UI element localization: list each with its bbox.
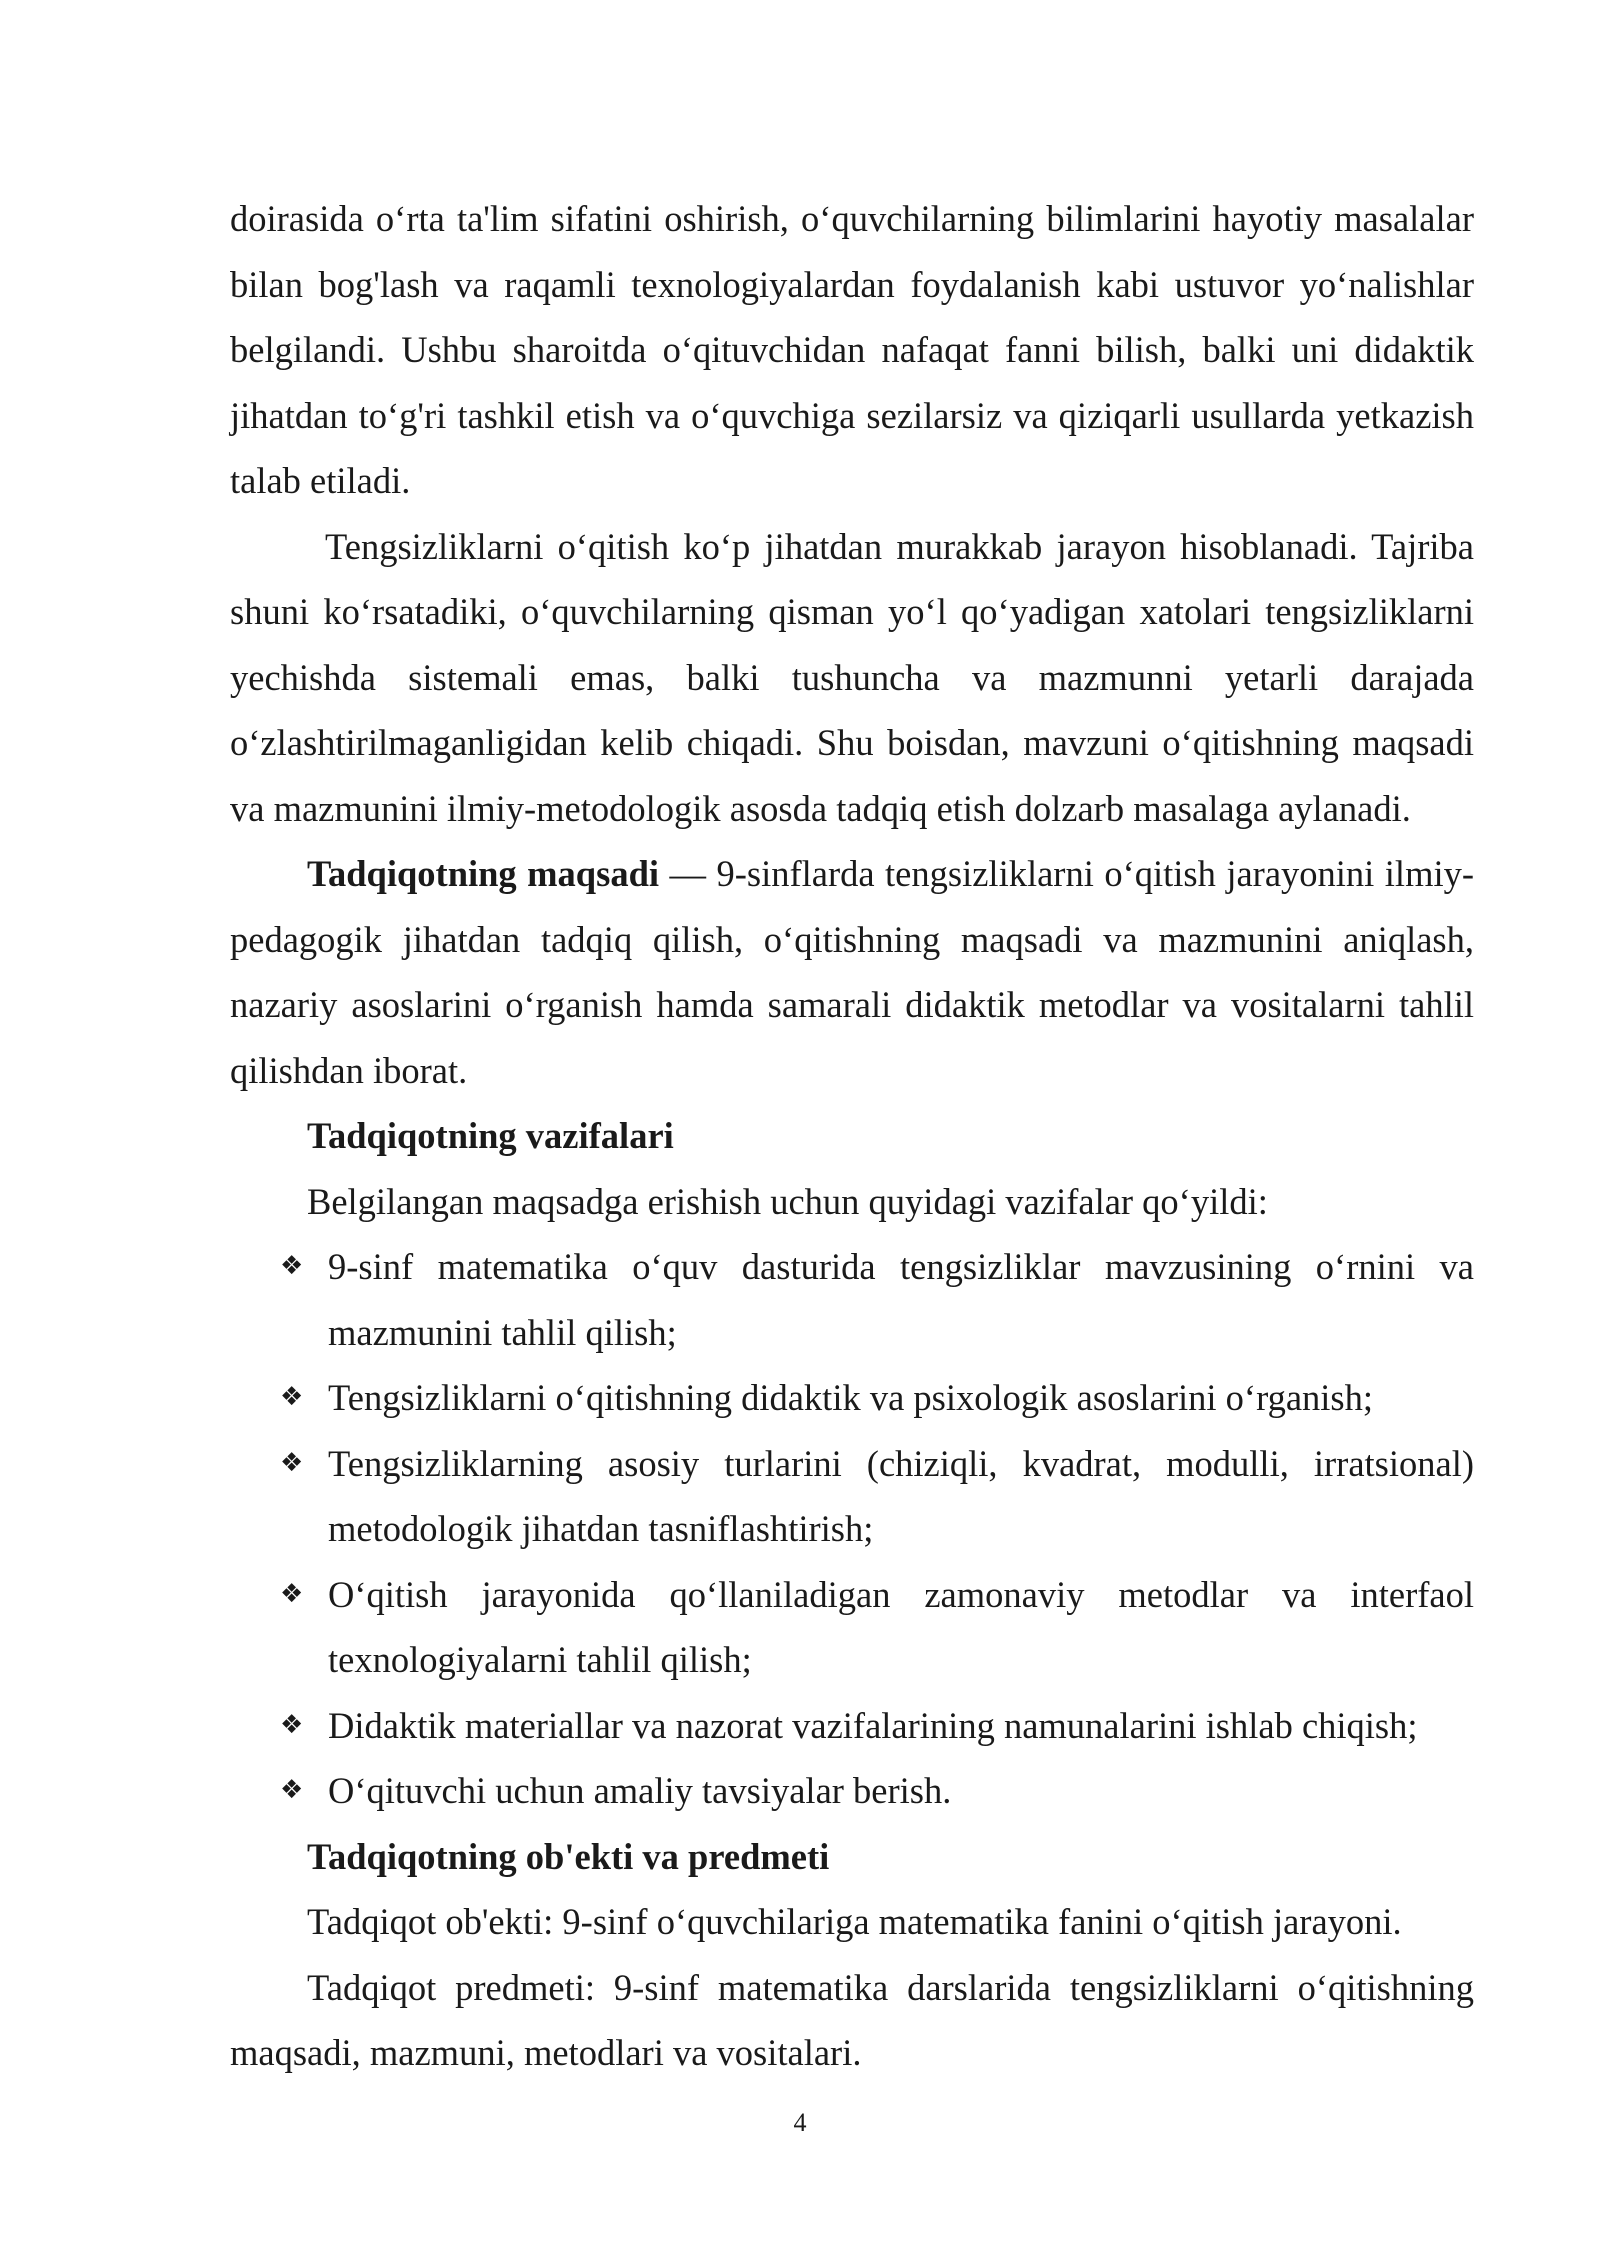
- diamond-bullet-icon: ❖: [280, 1578, 304, 1609]
- object-subject-heading: Tadqiqotning ob'ekti va predmeti: [307, 1835, 830, 1877]
- goal-label: Tadqiqotning maqsadi: [307, 853, 660, 894]
- tasks-intro: Belgilangan maqsadga erishish uchun quyidagi vazifalar qo‘yildi:: [307, 1180, 1268, 1222]
- list-item-text: O‘qituvchi uchun amaliy tavsiyalar berish.: [328, 1770, 952, 1811]
- diamond-bullet-icon: ❖: [280, 1447, 304, 1478]
- page-content: [230, 186, 1474, 2086]
- list-item-text: Tengsizliklarni o‘qitishning didaktik va psixologik asoslarini o‘rganish;: [328, 1377, 1374, 1418]
- problem-paragraph: Tengsizliklarni o‘qitish ko‘p jihatdan murakkab jarayon hisoblanadi. Tajriba shuni ko‘rsatadiki, o‘quvchilarning qisman yo‘l qo‘yadigan xatolari tengsizliklarni yechishda sistemali emas, balki tushuncha va mazmunni yetarli darajada o‘zlashtirilmaganligidan kelib chiqadi. Shu boisdan, mavzuni o‘qitishning maqsadi va mazmunini ilmiy-metodologik asosda tadqiq etish dolzarb masalaga aylanadi.: [230, 525, 1474, 829]
- list-item-text: O‘qitish jarayonida qo‘llaniladigan zamonaviy metodlar va interfaol texnologiyalarni tahlil qilish;: [328, 1573, 1474, 1680]
- list-item: [230, 1234, 1474, 1365]
- diamond-bullet-icon: ❖: [280, 1382, 304, 1412]
- list-item-text: Didaktik materiallar va nazorat vazifalarining namunalarini ishlab chiqish;: [328, 1704, 1418, 1746]
- diamond-bullet-icon: ❖: [280, 1709, 304, 1740]
- intro-paragraph: doirasida o‘rta ta'lim sifatini oshirish, o‘quvchilarning bilimlarini hayotiy masalalar bilan bog'lash va raqamli texnologiyalardan foydalanish kabi ustuvor yo‘nalishlar belgilandi. Ushbu sharoitda o‘qituvchidan nafaqat fanni bilish, balki uni didaktik jihatdan to‘g'ri tashkil etish va o‘quvchiga sezilarsiz va qiziqarli usullarda yetkazish talab etiladi.: [230, 198, 1474, 501]
- research-object: Tadqiqot ob'ekti: 9-sinf o‘quvchilariga matematika fanini o‘qitish jarayoni.: [307, 1901, 1402, 1942]
- research-subject: Tadqiqot predmeti: 9-sinf matematika darslarida tengsizliklarni o‘qitishning maqsadi, mazmuni, metodlari va vositalari.: [230, 1966, 1474, 2073]
- list-item-text: Tengsizliklarning asosiy turlarini (chiziqli, kvadrat, modulli, irratsional) metodologik jihatdan tasniflashtirish;: [328, 1442, 1474, 1549]
- goal-text: — 9-sinflarda tengsizliklarni o‘qitish jarayonini ilmiy-pedagogik jihatdan tadqiq qilish, o‘qitishning maqsadi va mazmunini aniqlash, nazariy asoslarini o‘rganish hamda samarali didaktik metodlar va vositalarni tahlil qilishdan iborat.: [230, 853, 1475, 1091]
- diamond-bullet-icon: ❖: [280, 1775, 304, 1805]
- tasks-list: [230, 1234, 1474, 1824]
- list-item: [230, 1562, 1474, 1693]
- diamond-bullet-icon: ❖: [280, 1251, 304, 1281]
- tasks-heading: Tadqiqotning vazifalari: [307, 1115, 674, 1156]
- list-item-text: 9-sinf matematika o‘quv dasturida tengsizliklar mavzusining o‘rnini va mazmunini tahlil qilish;: [328, 1246, 1474, 1353]
- list-item: [230, 1365, 1474, 1431]
- list-item: [230, 1758, 1474, 1824]
- goal-paragraph: [230, 841, 1474, 1103]
- list-item: [230, 1693, 1474, 1759]
- page-number: 4: [793, 2108, 807, 2137]
- list-item: [230, 1431, 1474, 1562]
